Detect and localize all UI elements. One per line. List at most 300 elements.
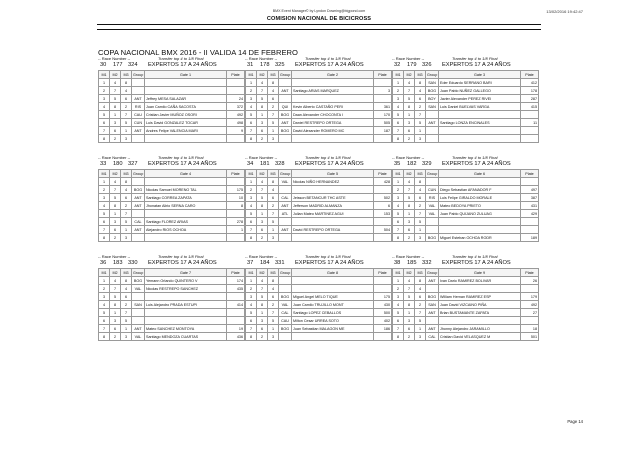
race-category: EXPERTOS 17 A 24 AÑOS — [442, 62, 511, 68]
col-m1: M1 — [246, 71, 257, 79]
cell-m1: 6 — [246, 218, 257, 226]
cell-plate: 504 — [374, 226, 392, 234]
cell-group: ANT — [426, 309, 439, 317]
cell-group — [279, 218, 292, 226]
cell-m1: 1 — [393, 178, 404, 186]
table-row — [246, 111, 392, 119]
cell-m2: 1 — [257, 309, 268, 317]
race-block — [392, 56, 538, 143]
cell-m3: 2 — [121, 202, 132, 210]
cell-m1: 7 — [393, 127, 404, 135]
cell-m2: 1 — [257, 210, 268, 218]
cell-m2: 6 — [110, 127, 121, 135]
table-row — [393, 119, 539, 127]
cell-m1: 2 — [246, 285, 257, 293]
cell-m1: 4 — [99, 301, 110, 309]
col-group: Group — [427, 270, 438, 275]
cell-m1: 1 — [246, 79, 257, 87]
race-header — [98, 62, 244, 70]
cell-m3: 3 — [415, 135, 426, 143]
cell-rider: Juan Pablo NUÑEZ GALLEGO — [439, 87, 521, 95]
table-row — [393, 277, 539, 285]
col-gate: Gate 5 — [292, 170, 374, 178]
cell-plate: 153 — [374, 210, 392, 218]
race-block — [245, 254, 391, 341]
table-header-row — [99, 71, 245, 79]
cell-group: ANT — [132, 127, 145, 135]
cell-m2: 7 — [404, 87, 415, 95]
cell-group: BOG — [132, 186, 145, 194]
cell-m2: 3 — [404, 317, 415, 325]
cell-m3: 7 — [121, 111, 132, 119]
cell-m3: 3 — [121, 333, 132, 341]
cell-group: ANT — [132, 325, 145, 333]
cell-rider — [292, 234, 374, 242]
cell-plate — [374, 285, 392, 293]
transfer-rule: Transfer top 4 to 1/8 Final — [452, 56, 498, 61]
software-credit: BMX Event Manager© by Lyndon Downing@bigpond.com — [272, 9, 366, 13]
cell-m2: 5 — [110, 194, 121, 202]
cell-m3: 6 — [121, 95, 132, 103]
cell-m1: 4 — [99, 202, 110, 210]
cell-group: ANT — [132, 95, 145, 103]
cell-rider: Brian BUSTAMANTE ZAPATA — [439, 309, 521, 317]
cell-plate — [227, 317, 245, 325]
cell-m1: 7 — [99, 127, 110, 135]
cell-m2: 2 — [404, 135, 415, 143]
cell-rider — [439, 226, 521, 234]
table-row — [393, 202, 539, 210]
cell-m1: 3 — [246, 293, 257, 301]
cell-m2: 8 — [257, 202, 268, 210]
race-ref-2: 327 — [128, 161, 138, 167]
cell-plate — [374, 234, 392, 242]
table-row — [393, 301, 539, 309]
cell-m2: 6 — [110, 226, 121, 234]
cell-m1: 1 — [99, 277, 110, 285]
cell-group: CAU — [132, 111, 145, 119]
cell-m1: 4 — [246, 202, 257, 210]
table-row — [246, 119, 392, 127]
table-row — [99, 127, 245, 135]
cell-group: VAL — [132, 285, 145, 293]
cell-m3: 1 — [268, 325, 279, 333]
table-row — [99, 333, 245, 341]
cell-rider — [145, 87, 227, 95]
table-header-row — [99, 170, 245, 178]
race-table — [98, 268, 245, 341]
race-header — [98, 161, 244, 169]
race-header — [245, 62, 391, 70]
race-block — [245, 155, 391, 242]
cell-m1: 8 — [246, 135, 257, 143]
table-row — [99, 285, 245, 293]
cell-m2: 3 — [110, 119, 121, 127]
cell-m3: 6 — [415, 293, 426, 301]
cell-group: CAL — [279, 194, 292, 202]
table-row — [246, 210, 392, 218]
cell-m2: 5 — [110, 95, 121, 103]
cell-m2: 8 — [404, 301, 415, 309]
cell-rider: Alejandro RIOS OCHOA — [145, 226, 227, 234]
cell-m2: 5 — [110, 293, 121, 301]
cell-m2: 4 — [404, 277, 415, 285]
cell-m3: 3 — [415, 333, 426, 341]
table-row — [246, 293, 392, 301]
cell-m3: 7 — [268, 111, 279, 119]
cell-plate: 6 — [374, 202, 392, 210]
cell-m3: 3 — [268, 234, 279, 242]
table-row — [246, 285, 392, 293]
race-number: 38 — [394, 260, 401, 266]
table-row — [99, 119, 245, 127]
cell-group — [426, 178, 439, 186]
table-row — [246, 325, 392, 333]
cell-group — [426, 317, 439, 325]
cell-m1: 1 — [393, 277, 404, 285]
table-row — [393, 309, 539, 317]
cell-m3: 1 — [415, 226, 426, 234]
cell-plate: 19 — [227, 325, 245, 333]
race-block — [392, 155, 538, 242]
cell-rider: Jhonny Alejandro JARAMILLO — [439, 325, 521, 333]
table-row — [246, 277, 392, 285]
cell-plate: 387 — [521, 194, 539, 202]
cell-m3: 4 — [121, 87, 132, 95]
race-ref-2: 326 — [422, 62, 432, 68]
cell-rider: Santiago LOPEZ CEBALLOS — [292, 309, 374, 317]
transfer-rule: Transfer top 4 to 1/8 Final — [305, 254, 351, 259]
cell-m1: 7 — [393, 226, 404, 234]
col-m2: M2 — [110, 269, 121, 277]
table-row — [393, 186, 539, 194]
race-block — [245, 56, 391, 143]
cell-m1: 5 — [246, 111, 257, 119]
cell-plate: 189 — [521, 234, 539, 242]
table-row — [246, 301, 392, 309]
cell-rider: Juan David VIZCAINO PIÑA — [439, 301, 521, 309]
cell-group: BOG — [426, 293, 439, 301]
cell-m2: 5 — [404, 293, 415, 301]
cell-rider: Milton Cesar URREA SOTO — [292, 317, 374, 325]
cell-plate — [374, 218, 392, 226]
cell-plate — [374, 333, 392, 341]
table-row — [393, 210, 539, 218]
cell-rider — [292, 333, 374, 341]
cell-group: BOY — [426, 95, 439, 103]
race-number-label: -- Race Number -- — [98, 56, 131, 61]
cell-m3: 8 — [268, 277, 279, 285]
cell-plate: 175 — [374, 293, 392, 301]
cell-plate — [227, 309, 245, 317]
cell-plate: 27 — [521, 309, 539, 317]
cell-group: BOG — [279, 127, 292, 135]
race-ref-2: 330 — [128, 260, 138, 266]
cell-rider: Yemann Orlando QUINTERO V — [145, 277, 227, 285]
cell-plate: 170 — [374, 111, 392, 119]
race-header — [245, 161, 391, 169]
cell-rider — [439, 317, 521, 325]
cell-group: QUI — [279, 103, 292, 111]
table-row — [99, 218, 245, 226]
table-row — [99, 277, 245, 285]
cell-rider: Javier Alexander PEREZ RIVEI — [439, 95, 521, 103]
cell-group: BOG — [426, 87, 439, 95]
race-ref-1: 180 — [113, 161, 123, 167]
cell-m3: 8 — [268, 79, 279, 87]
table-row — [99, 226, 245, 234]
cell-m1: 6 — [393, 317, 404, 325]
cell-m2: 1 — [110, 309, 121, 317]
col-gate: Gate 4 — [145, 170, 227, 178]
cell-m2: 7 — [110, 285, 121, 293]
col-m3: M3 — [121, 71, 132, 79]
cell-plate — [521, 285, 539, 293]
cell-rider: Juan Camilo TRUJILLO MONT — [292, 301, 374, 309]
table-row — [393, 218, 539, 226]
cell-group: BOG — [279, 325, 292, 333]
cell-rider: Eder Eduardo SERRANO BARI — [439, 79, 521, 87]
cell-plate: 414 — [227, 301, 245, 309]
col-gate: Gate 3 — [439, 71, 521, 79]
cell-rider: Daan Alexander CHOCONTA I — [292, 111, 374, 119]
cell-m2: 6 — [110, 325, 121, 333]
cell-rider: Miguel Esteban OCHOA RODR — [439, 234, 521, 242]
cell-m2: 4 — [404, 178, 415, 186]
cell-m2: 2 — [257, 135, 268, 143]
cell-group: ANT — [426, 277, 439, 285]
race-number-label: -- Race Number -- — [98, 155, 131, 160]
cell-m1: 2 — [99, 186, 110, 194]
cell-group: VAL — [279, 301, 292, 309]
cell-group — [132, 293, 145, 301]
cell-m2: 5 — [257, 194, 268, 202]
cell-m2: 3 — [257, 218, 268, 226]
race-ref-1: 185 — [407, 260, 417, 266]
cell-m2: 1 — [110, 210, 121, 218]
cell-group: BOG — [426, 234, 439, 242]
cell-m1: 4 — [246, 103, 257, 111]
race-number-label: -- Race Number -- — [245, 254, 278, 259]
col-m2: M2 — [257, 71, 268, 79]
cell-m3: 4 — [415, 87, 426, 95]
cell-rider — [145, 293, 227, 301]
cell-rider: Nicolas Samuel MORENO TAL — [145, 186, 227, 194]
race-number-label: -- Race Number -- — [392, 155, 425, 160]
table-row — [246, 333, 392, 341]
cell-plate: 431 — [521, 202, 539, 210]
table-row — [246, 95, 392, 103]
cell-m2: 1 — [404, 111, 415, 119]
page-number: Page 14 — [567, 419, 583, 424]
cell-m2: 5 — [257, 293, 268, 301]
race-ref-1: 177 — [113, 62, 123, 68]
cell-m2: 7 — [404, 285, 415, 293]
print-timestamp: 13/02/2016 19:42:47 — [546, 9, 583, 14]
col-gate: Gate 2 — [292, 71, 374, 79]
cell-plate: 430 — [374, 301, 392, 309]
cell-m2: 8 — [110, 103, 121, 111]
cell-rider — [439, 111, 521, 119]
cell-plate: 26 — [521, 277, 539, 285]
cell-m3: 2 — [121, 103, 132, 111]
race-number: 35 — [394, 161, 401, 167]
cell-plate — [227, 79, 245, 87]
cell-group: ANT — [426, 325, 439, 333]
cell-m1: 7 — [99, 325, 110, 333]
cell-plate: 18 — [521, 325, 539, 333]
cell-m2: 4 — [110, 178, 121, 186]
cell-group: SAN — [426, 301, 439, 309]
table-row — [99, 194, 245, 202]
cell-group — [426, 285, 439, 293]
cell-m1: 8 — [393, 135, 404, 143]
table-row — [246, 178, 392, 186]
col-gate: Gate 9 — [439, 269, 521, 277]
cell-m3: 5 — [268, 218, 279, 226]
table-row — [99, 186, 245, 194]
cell-m1: 5 — [99, 309, 110, 317]
cell-rider — [439, 218, 521, 226]
cell-m1: 3 — [246, 194, 257, 202]
cell-m2: 2 — [404, 333, 415, 341]
cell-rider — [145, 79, 227, 87]
cell-m2: 1 — [404, 309, 415, 317]
table-row — [393, 293, 539, 301]
race-number-label: -- Race Number -- — [245, 56, 278, 61]
cell-rider: Nicolas NIÑO HERNANDEZ — [292, 178, 374, 186]
cell-plate: 429 — [521, 210, 539, 218]
cell-rider: Ivan Dario RAMIREZ BOLIVAR — [439, 277, 521, 285]
table-row — [99, 317, 245, 325]
cell-m1: 3 — [99, 95, 110, 103]
cell-rider: Santiago FLOREZ ARIAS — [145, 218, 227, 226]
cell-m2: 8 — [257, 301, 268, 309]
cell-m2: 4 — [404, 79, 415, 87]
race-number-label: -- Race Number -- — [392, 56, 425, 61]
cell-m2: 3 — [110, 317, 121, 325]
col-m1: M1 — [246, 170, 257, 178]
cell-m2: 8 — [404, 202, 415, 210]
table-row — [246, 135, 392, 143]
col-gate: Gate 6 — [439, 170, 521, 178]
cell-group: RIS — [426, 194, 439, 202]
cell-group: ANT — [279, 202, 292, 210]
race-ref-1: 184 — [260, 260, 270, 266]
cell-m1: 8 — [246, 333, 257, 341]
col-plate: Plate — [521, 71, 539, 79]
col-m1: M1 — [99, 269, 110, 277]
table-row — [246, 186, 392, 194]
cell-plate: 498 — [227, 119, 245, 127]
cell-group — [426, 218, 439, 226]
col-plate: Plate — [227, 170, 245, 178]
cell-m1: 2 — [393, 285, 404, 293]
cell-m1: 4 — [99, 103, 110, 111]
race-category: EXPERTOS 17 A 24 AÑOS — [148, 62, 217, 68]
table-row — [99, 309, 245, 317]
cell-group — [132, 79, 145, 87]
cell-plate — [227, 178, 245, 186]
table-row — [99, 234, 245, 242]
cell-group: SAN — [426, 79, 439, 87]
cell-rider — [145, 234, 227, 242]
cell-plate: 505 — [374, 119, 392, 127]
cell-m1: 1 — [246, 178, 257, 186]
table-row — [393, 95, 539, 103]
cell-m3: 6 — [415, 95, 426, 103]
col-gate: Gate 8 — [292, 269, 374, 277]
cell-m1: 4 — [246, 301, 257, 309]
cell-m1: 8 — [246, 234, 257, 242]
cell-rider: Juan Camilo CAÑA SACOSTA — [145, 103, 227, 111]
cell-group: BOG — [279, 293, 292, 301]
cell-m2: 4 — [257, 277, 268, 285]
table-row — [246, 103, 392, 111]
cell-m1: 4 — [393, 103, 404, 111]
cell-m2: 5 — [404, 95, 415, 103]
cell-m3: 6 — [268, 293, 279, 301]
race-header — [245, 260, 391, 268]
table-row — [393, 285, 539, 293]
cell-m1: 3 — [246, 95, 257, 103]
cell-m3: 5 — [415, 218, 426, 226]
table-row — [246, 218, 392, 226]
cell-plate: 174 — [227, 277, 245, 285]
cell-m2: 6 — [404, 127, 415, 135]
cell-rider: Jefferson MADRID ALMANZA — [292, 202, 374, 210]
cell-plate: 178 — [521, 87, 539, 95]
table-row — [393, 317, 539, 325]
cell-plate — [374, 277, 392, 285]
table-row — [393, 325, 539, 333]
race-category: EXPERTOS 17 A 24 AÑOS — [295, 161, 364, 167]
cell-plate: 428 — [374, 178, 392, 186]
cell-m2: 2 — [257, 333, 268, 341]
cell-m3: 5 — [415, 317, 426, 325]
cell-plate — [521, 111, 539, 119]
cell-m3: 2 — [268, 301, 279, 309]
race-table — [98, 169, 245, 242]
table-row — [246, 87, 392, 95]
cell-group — [426, 127, 439, 135]
cell-m1: 5 — [99, 111, 110, 119]
cell-m2: 5 — [404, 194, 415, 202]
cell-plate: 287 — [521, 95, 539, 103]
cell-group: CUN — [426, 186, 439, 194]
cell-m1: 3 — [393, 194, 404, 202]
cell-group — [279, 135, 292, 143]
cell-plate: 402 — [374, 317, 392, 325]
cell-rider: Cristian David VELASQUEZ M — [439, 333, 521, 341]
race-header — [392, 161, 538, 169]
cell-m3: 1 — [268, 226, 279, 234]
cell-m2: 6 — [257, 226, 268, 234]
race-category: EXPERTOS 17 A 24 AÑOS — [295, 260, 364, 266]
cell-group: ATL — [279, 210, 292, 218]
cell-rider: Nicolas RESTREPO SANCHEZ — [145, 285, 227, 293]
transfer-rule: Transfer top 4 to 1/8 Final — [158, 56, 204, 61]
cell-plate: 278 — [227, 218, 245, 226]
cell-m3: 6 — [415, 194, 426, 202]
cell-m2: 7 — [110, 87, 121, 95]
cell-m3: 1 — [121, 127, 132, 135]
cell-plate: 436 — [227, 333, 245, 341]
cell-rider: Andres Felipe VALENCIA MARI — [145, 127, 227, 135]
cell-group — [132, 309, 145, 317]
header-rule-bottom — [97, 29, 541, 30]
cell-m2: 3 — [257, 317, 268, 325]
